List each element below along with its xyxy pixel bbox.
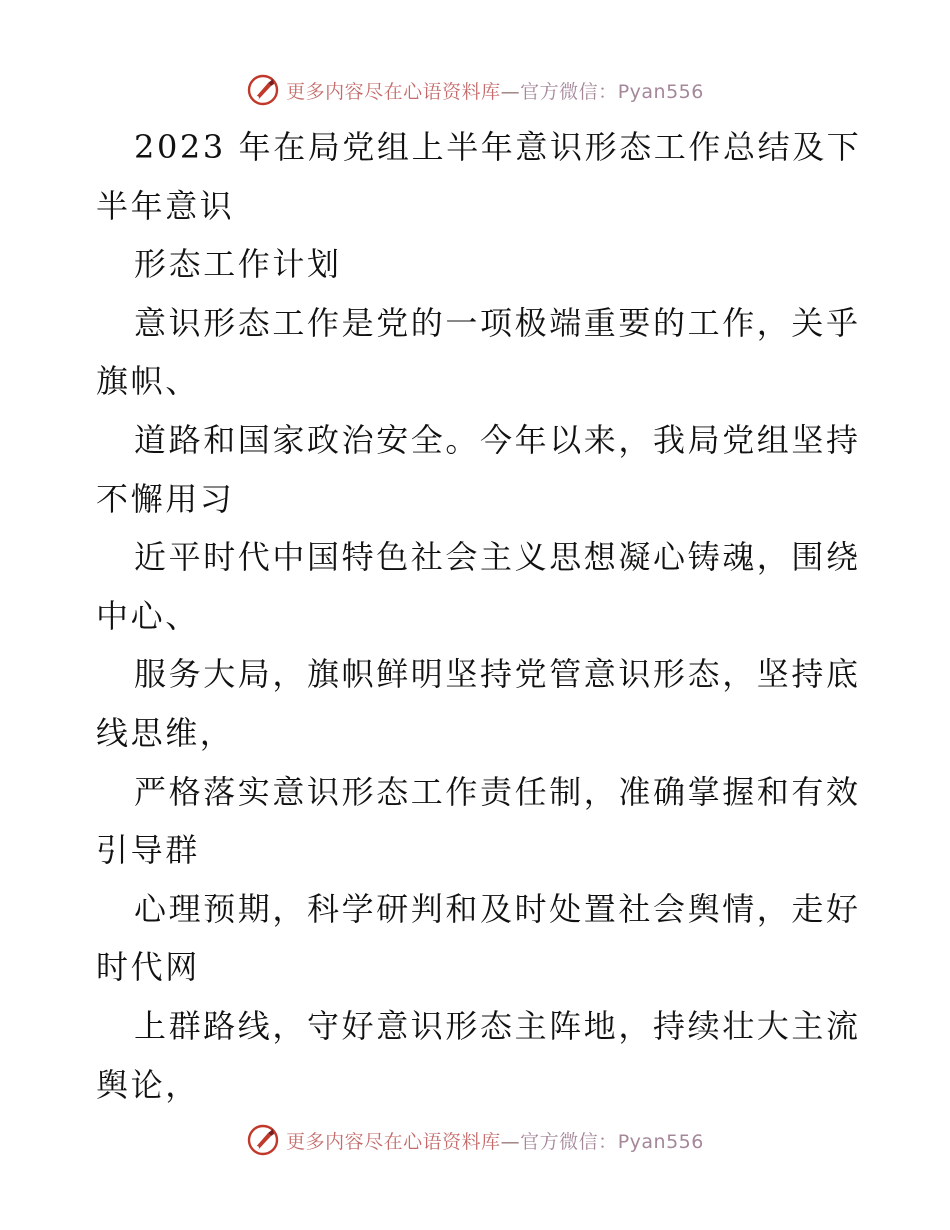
text-line: 中心、 xyxy=(96,596,200,635)
text-line: 舆论， xyxy=(96,1065,200,1104)
banner-contact-id: Pyan556 xyxy=(617,80,704,103)
text-line: 形态工作计划 xyxy=(134,245,342,284)
text-line: 2023 年在局党组上半年意识形态工作总结及下 xyxy=(134,128,862,166)
text-line: 近平时代中国特色社会主义思想凝心铸魂，围绕 xyxy=(134,538,861,577)
text-line: 旗帜、 xyxy=(96,362,200,401)
header-banner xyxy=(0,70,950,110)
footer-banner xyxy=(0,1120,950,1160)
text-line: 意识形态工作是党的一项极端重要的工作，关乎 xyxy=(134,303,861,342)
text-line: 道路和国家政治安全。今年以来，我局党组坚持 xyxy=(134,420,861,459)
banner-contact-id: Pyan556 xyxy=(617,1130,704,1153)
document-body xyxy=(96,118,866,1114)
banner-contact-label: 官方微信： xyxy=(520,80,618,103)
text-line: 引导群 xyxy=(96,831,200,870)
text-line: 上群路线，守好意识形态主阵地，持续壮大主流 xyxy=(134,1006,861,1045)
text-line: 严格落实意识形态工作责任制，准确掌握和有效 xyxy=(134,772,861,811)
text-line: 服务大局，旗帜鲜明坚持党管意识形态，坚持底 xyxy=(134,655,861,694)
text-line: 半年意识 xyxy=(96,186,235,225)
banner-brand: 更多内容尽在心语资料库 xyxy=(286,80,501,103)
header-banner-text xyxy=(286,77,704,104)
quill-pen-logo-icon xyxy=(246,73,280,107)
banner-contact-label: 官方微信： xyxy=(520,1130,618,1153)
text-line: 线思维， xyxy=(96,713,235,752)
text-line: 心理预期，科学研判和及时处置社会舆情，走好 xyxy=(134,889,861,928)
footer-banner-text xyxy=(286,1127,704,1154)
banner-brand: 更多内容尽在心语资料库 xyxy=(286,1130,501,1153)
banner-separator: — xyxy=(500,80,521,103)
text-line: 时代网 xyxy=(96,948,200,987)
quill-pen-logo-icon xyxy=(246,1123,280,1157)
text-line: 不懈用习 xyxy=(96,479,235,518)
banner-separator: — xyxy=(500,1130,521,1153)
